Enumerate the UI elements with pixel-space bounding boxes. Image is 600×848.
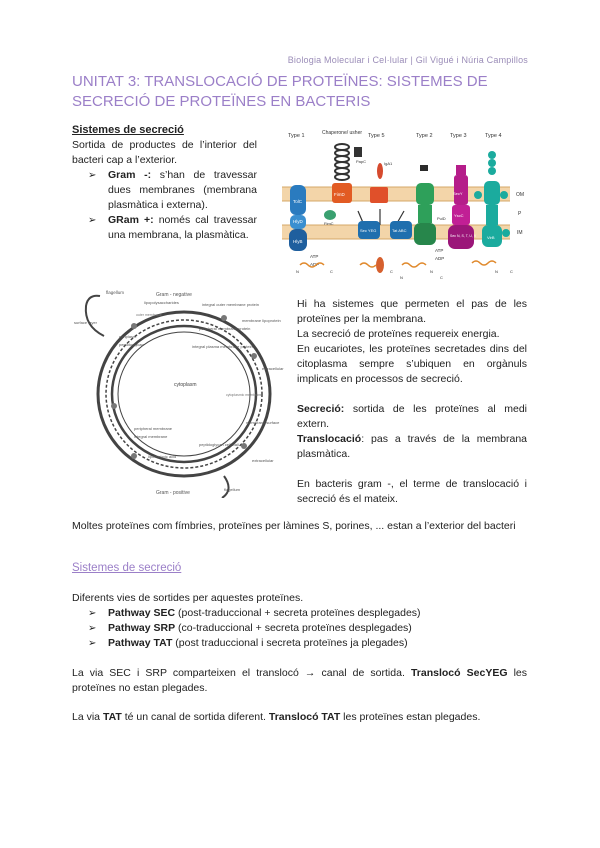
fig-label: lipopolysaccharides	[144, 300, 179, 305]
fig-label: P	[518, 211, 522, 217]
fig-label: surface layer	[74, 320, 97, 325]
fig-label: Gram - negative	[156, 292, 192, 298]
fig-label: C	[390, 269, 393, 274]
fig-label: lipoteichoic acid	[148, 454, 177, 459]
list-item: ➢ Gram -: s’han de travessar dues membranes (membrana plasmàtica i externa).	[86, 168, 257, 213]
type-label: Type 1	[288, 133, 305, 139]
fig-label: TolC	[293, 199, 303, 204]
secretion-types-figure	[280, 125, 530, 285]
list-item: ➢ Pathway SRP (co-traduccional + secreta proteïnes desplegades)	[86, 621, 527, 636]
fig-label: membrane lipoprotein	[242, 318, 281, 323]
fig-label: N	[400, 275, 403, 280]
fig-label: peptidoglycan cell wall	[199, 442, 239, 447]
fig-label: extracellular	[262, 366, 284, 371]
fig-label: peripheral membrane	[134, 426, 173, 431]
fig-label: Sec N, S, T, U, V	[450, 234, 477, 238]
fig-label: ATP	[310, 254, 319, 259]
section-secrecio	[72, 123, 257, 243]
paragraph: En eucariotes, les proteïnes secretades dins del citoplasma sempre s’ubiquen en orgànuls implicats en processos de secreció.	[297, 343, 527, 385]
fig-label: IM	[517, 230, 523, 236]
fig-label: Tat ABC	[392, 228, 407, 233]
fig-label: Sec YEG	[360, 228, 377, 233]
definition-translocacio: Translocació: pas a través de la membrana plasmàtica.	[297, 433, 527, 460]
pathways-section	[72, 591, 527, 651]
fig-label: membrane surface	[246, 420, 280, 425]
intro-text: Diferents vies de sortides per aquestes proteïnes.	[72, 592, 304, 604]
fig-label: IgA1	[384, 161, 393, 166]
course-header: Biologia Molecular i Cel·lular | Gil Vigué i Núria Campillos	[287, 55, 528, 65]
fig-label: FimD	[334, 192, 345, 197]
fig-label: ATP	[435, 248, 444, 253]
fig-label: Gram - positive	[156, 490, 190, 496]
section-heading: Sistemes de secreció	[72, 124, 184, 136]
fig-label: FimC	[324, 221, 334, 226]
type-label: Type 2	[416, 133, 433, 139]
cell-envelope-figure	[74, 286, 288, 498]
fig-label: outer membrane	[136, 313, 162, 317]
fig-label: peptidoglycan	[119, 342, 144, 347]
list-item: ➢ GRam +: només cal travessar una membrana, la plasmàtica.	[86, 213, 257, 243]
fig-label: C	[330, 269, 333, 274]
fig-label: integral outer membrane protein	[202, 302, 259, 307]
section-heading-2[interactable]: Sistemes de secreció	[72, 562, 182, 574]
fig-label: ADP	[435, 256, 445, 261]
fig-label: peripheral membrane protein	[199, 326, 251, 331]
secretion-explanation	[297, 297, 527, 507]
type-label: Type 5	[368, 133, 385, 139]
fig-label: YscC	[454, 213, 464, 218]
type-label: Chaperone/ usher	[322, 130, 363, 136]
paragraph: Hi ha sistemes que permeten el pas de les proteïnes per la membrana.	[297, 298, 527, 325]
page-title: UNITAT 3: TRANSLOCACIÓ DE PROTEÏNES: SISTEMES DE SECRECIÓ DE PROTEÏNES EN BACTERIS	[72, 73, 488, 110]
paragraph-tat: La via TAT té un canal de sortida diferent. Translocó TAT les proteïnes estan plegades.	[72, 711, 481, 723]
gram-list	[86, 168, 257, 243]
fig-label: HlyD	[293, 219, 303, 224]
paragraph: En bacteris gram -, el terme de translocació i secreció és el mateix.	[297, 478, 527, 505]
fig-label: C	[510, 269, 513, 274]
fig-label: C	[440, 275, 443, 280]
fig-label: PulD	[437, 216, 446, 221]
fig-label: integral plasma membrane protein	[192, 344, 253, 349]
paragraph-fimbries: Moltes proteïnes com fímbries, proteïnes per làmines S, porines, ... estan a l’exterior del bacteri	[72, 520, 516, 532]
fig-label: PapC	[356, 159, 367, 164]
paragraph: La secreció de proteïnes requereix energia.	[297, 328, 500, 340]
fig-label: periplasm	[119, 334, 137, 339]
pathway-list	[86, 606, 527, 651]
paragraph-sec-srp: La via SEC i SRP comparteixen el translocó → canal de sortida. Translocó SecYEG les proteïnes no estan plegades.	[72, 667, 528, 694]
fig-label: flagellum	[224, 487, 241, 492]
list-item: ➢ Pathway SEC (post-traduccional + secreta proteïnes desplegades)	[86, 606, 527, 621]
fig-label: cytoplasmic membrane	[226, 393, 262, 397]
fig-label: N	[296, 269, 299, 274]
fig-label: cytoplasm	[174, 382, 197, 388]
definition-secrecio: Secreció: sortida de les proteïnes al medi extern.	[297, 403, 527, 430]
fig-label: ADP	[310, 262, 320, 267]
fig-label: SecY	[453, 191, 463, 196]
fig-label: N	[430, 269, 433, 274]
fig-label: integral membrane	[134, 434, 168, 439]
type-label: Type 4	[485, 133, 502, 139]
fig-label: N	[495, 269, 498, 274]
type-label: Type 3	[450, 133, 467, 139]
intro-text: Sortida de productes de l’interior del bacteri cap a l’exterior.	[72, 139, 257, 166]
fig-label: VirB	[487, 235, 495, 240]
fig-label: HlyB	[293, 239, 303, 244]
list-item: ➢ Pathway TAT (post traduccional i secreta proteïnes ja plegades)	[86, 636, 527, 651]
fig-label: OM	[516, 192, 525, 198]
fig-label: flagellum	[106, 290, 125, 295]
fig-label: extracellular	[252, 458, 274, 463]
